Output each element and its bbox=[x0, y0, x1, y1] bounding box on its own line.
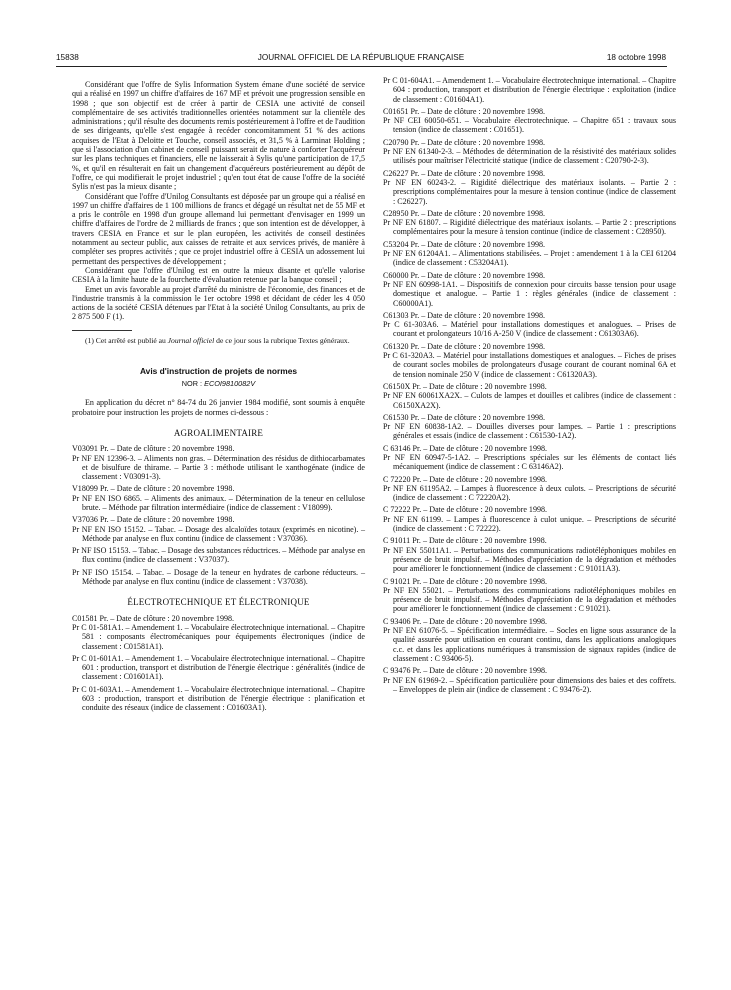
norm-entry bbox=[72, 685, 365, 713]
norm-description: Pr NF EN 61195A2. – Lampes à fluorescence à deux culots. – Prescriptions de sécurité (indice de classement : C 72220A2). bbox=[383, 483, 676, 503]
closing-date: C61530 Pr. – Date de clôture : 20 novembre 1998. bbox=[383, 412, 546, 422]
footnote-text-end: de ce jour sous la rubrique Textes généraux. bbox=[214, 335, 350, 345]
norm-entry bbox=[383, 444, 676, 472]
section-heading-elec: ÉLECTROTECHNIQUE ET ÉLECTRONIQUE bbox=[127, 597, 310, 608]
norm-entry bbox=[383, 666, 676, 694]
norm-entry bbox=[383, 311, 676, 339]
norm-entry bbox=[383, 475, 676, 503]
agro-entries bbox=[72, 444, 365, 586]
norm-description: Pr C 01-604A1. – Amendement 1. – Vocabulaire électrotechnique international. – Chapitre 604 : production, transport et distribution de l'énergie électrique : exploitation (indice de classement : C01604A1). bbox=[383, 76, 676, 104]
nor-label: NOR : bbox=[181, 379, 205, 389]
paragraph-unilog-bid: Considérant que l'offre d'Unilog est en outre la mieux disante et qu'elle valorise CESIA à la limite haute de la fourchette d'évaluation retenue par la banque conseil ; bbox=[72, 265, 365, 285]
norm-description: Pr NF EN ISO 15152. – Tabac. – Dosage des alcaloïdes totaux (exprimés en nicotine). – Méthode par analyse en flux continu (indice de classement : V37036). bbox=[72, 524, 365, 543]
nor-code: ECOI9810082V bbox=[204, 379, 256, 389]
closing-date: V37036 Pr. – Date de clôture : 20 novembre 1998. bbox=[72, 515, 235, 525]
norm-description: Pr NF EN 61076-5. – Spécification intermédiaire. – Socles en ligne sous assurance de la qualité assurée pour utilisation en courant continu, dans les applications analogiques c.c. et dans les applications numériques à transmission de signaux rapides (indice de classement : C 93406-5). bbox=[383, 626, 676, 663]
norm-entry bbox=[72, 568, 365, 587]
norm-entry bbox=[383, 577, 676, 614]
page-number: 15838 bbox=[56, 53, 79, 62]
notice-intro: En application du décret n° 84-74 du 26 janvier 1984 modifié, sont soumis à enquête probatoire pour instruction les projets de normes ci-dessous : bbox=[72, 398, 365, 417]
closing-date: C 93406 Pr. – Date de clôture : 20 novembre 1998. bbox=[383, 616, 548, 626]
issue-date: 18 octobre 1998 bbox=[606, 53, 666, 62]
closing-date: C61320 Pr. – Date de clôture : 20 novembre 1998. bbox=[383, 341, 546, 351]
norm-description: Pr C 01-601A1. – Amendement 1. – Vocabulaire électrotechnique international. – Chapitre 601 : production, transport et distribution de l'énergie électrique : généralités (indice de classement : C01601A1). bbox=[72, 653, 365, 682]
closing-date: C60000 Pr. – Date de clôture : 20 novembre 1998. bbox=[383, 270, 546, 280]
closing-date: C26227 Pr. – Date de clôture : 20 novembre 1998. bbox=[383, 168, 546, 178]
closing-date: C 91011 Pr. – Date de clôture : 20 novembre 1998. bbox=[383, 536, 547, 546]
norm-entry bbox=[383, 240, 676, 268]
journal-title: JOURNAL OFFICIEL DE LA RÉPUBLIQUE FRANÇAISE bbox=[257, 53, 465, 62]
norm-entry bbox=[383, 138, 676, 166]
closing-date: V03091 Pr. – Date de clôture : 20 novembre 1998. bbox=[72, 444, 235, 454]
footnote-rule bbox=[72, 330, 132, 331]
closing-date: C 72222 Pr. – Date de clôture : 20 novembre 1998. bbox=[383, 505, 548, 515]
norm-description: Pr C 61-303A6. – Matériel pour installations domestiques et analogues. – Prises de courant et prolongateurs 10/16 A-250 V (indice de classement : C61303A6). bbox=[383, 320, 676, 339]
norm-entry bbox=[383, 169, 676, 206]
notice-title: Avis d'instruction de projets de normes bbox=[139, 365, 298, 376]
norm-entry bbox=[383, 76, 676, 104]
norm-entry bbox=[72, 654, 365, 682]
nor-reference bbox=[72, 379, 365, 388]
closing-date: C 91021 Pr. – Date de clôture : 20 novembre 1998. bbox=[383, 576, 548, 586]
paragraph-unilog: Considérant que l'offre d'Unilog Consultants est déposée par un groupe qui a réalisé en 1997 un chiffre d'affaires de 1 100 millions de francs et dégagé un résultat net de 55 MF et a pris le contrôle en 1998 d'un groupe allemand lui permettant d'envisager en 1999 un chiffre d'affaires de l'ordre de 2 milliards de francs ; que son intention est de développer, à travers CESIA en France et sur le plan européen, les activités de conseil destinées notamment au secteur public, aux caisses de retraite et aux services privés, de manière à compléter ses propres activités ; que ce projet industriel offre à CESIA un adossement lui permettant des perspectives de développement ; bbox=[72, 191, 365, 266]
norm-description: Pr C 01-581A1. – Amendement 1. – Vocabulaire électrotechnique international. – Chapitre 581 : composants électromécaniques pour équipements électroniques (indice de classement : C01581A1). bbox=[72, 622, 365, 651]
closing-date: C 63146 Pr. – Date de clôture : 20 novembre 1998. bbox=[383, 443, 548, 453]
norm-description: Pr NF EN 61340-2-3. – Méthodes de détermination de la résistivité des matériaux solides utilisés pour maîtriser l'électricité statique (indice de classement : C20790-2-3). bbox=[383, 147, 676, 166]
norm-entry bbox=[383, 413, 676, 441]
closing-date: C61303 Pr. – Date de clôture : 20 novembre 1998. bbox=[383, 310, 546, 320]
norm-description: Pr NF EN 55021. – Perturbations des communications radiotéléphoniques mobiles en présence de bruit impulsif. – Méthodes d'appréciation de la dégradation et méthodes pour améliorer le fonctionnement (indice de classement : C 91021). bbox=[383, 585, 676, 614]
norm-entry bbox=[383, 342, 676, 379]
closing-date: C01651 Pr. – Date de clôture : 20 novembre 1998. bbox=[383, 106, 546, 116]
norm-entry bbox=[72, 444, 365, 481]
closing-date: C 93476 Pr. – Date de clôture : 20 novembre 1998. bbox=[383, 666, 548, 676]
paragraph-decision: Emet un avis favorable au projet d'arrêté du ministre de l'économie, des finances et de l'industrie transmis à la commission le 1er octobre 1998 et décidant de céder les 4 050 actions de la société CESIA détenues par l'Etat à la société Unilog Consultants, au prix de 2 875 500 F (1). bbox=[72, 284, 365, 322]
norm-description: Pr NF EN ISO 6865. – Aliments des animaux. – Détermination de la teneur en cellulose brute. – Méthode par filtration intermédiaire (indice de classement : V18099). bbox=[72, 493, 365, 512]
norm-description: Pr NF EN 61204A1. – Alimentations stabilisées. – Projet : amendement 1 à la CEI 61204 (indice de classement : C53204A1). bbox=[383, 249, 676, 268]
norm-entry bbox=[383, 505, 676, 533]
footnote bbox=[72, 336, 365, 345]
norm-entry bbox=[383, 107, 676, 135]
norm-entry bbox=[383, 271, 676, 308]
norm-entry bbox=[72, 484, 365, 512]
norm-entry bbox=[72, 546, 365, 565]
norm-description: Pr NF EN 60243-2. – Rigidité diélectrique des matériaux isolants. – Partie 2 : prescriptions complémentaires pour la mesure à tension continue (indice de classement : C26227). bbox=[383, 177, 676, 206]
norm-description: Pr NF CEI 60050-651. – Vocabulaire électrotechnique. – Chapitre 651 : travaux sous tension (indice de classement : C01651). bbox=[383, 116, 676, 135]
norm-entry bbox=[383, 617, 676, 663]
norm-description: Pr NF EN 61969-2. – Spécification particulière pour dimensions des baies et des coffrets. – Enveloppes de plein air (indice de classement : C 93476-2). bbox=[383, 675, 676, 694]
norm-description: Pr NF EN 60061XA2X. – Culots de lampes et douilles et calibres (indice de classement : C6150XA2X). bbox=[383, 391, 676, 410]
header-rule bbox=[56, 66, 667, 67]
norm-entry bbox=[383, 382, 676, 410]
closing-date: C01581 Pr. – Date de clôture : 20 novembre 1998. bbox=[72, 613, 235, 623]
norm-description: Pr NF EN 60947-5-1A2. – Prescriptions spéciales sur les éléments de contact liés mécaniquement (indice de classement : C 63146A2). bbox=[383, 452, 676, 472]
footnote-text: (1) Cet arrêté est publié au bbox=[85, 335, 168, 345]
right-column bbox=[383, 76, 676, 697]
closing-date: C20790 Pr. – Date de clôture : 20 novembre 1998. bbox=[383, 137, 546, 147]
left-column bbox=[72, 80, 365, 716]
norm-description: Pr NF EN 61807. – Rigidité diélectrique des matériaux isolants. – Partie 2 : prescriptions complémentaires pour la mesure à tension continue (indice de classement : C28950). bbox=[383, 218, 676, 237]
norm-description: Pr NF EN 55011A1. – Perturbations des communications radiotéléphoniques mobiles en présence de bruit impulsif. – Méthodes d'appréciation de la dégradation et méthodes pour améliorer le fonctionnement (indice de classement : C 91011A3). bbox=[383, 545, 676, 574]
elec-entries-right bbox=[383, 76, 676, 694]
norm-entry bbox=[72, 614, 365, 651]
norm-entry bbox=[383, 536, 676, 573]
paragraph-sylis: Considérant que l'offre de Sylis Information System émane d'une société de service qui a réalisé en 1997 un chiffre d'affaires de 167 MF et prévoit une progression sensible en 1998 ; que son objectif est de créer à partir de CESIA une activité de conseil complémentaire de ses activités traditionnelles orientées notamment sur la clientèle des administrations ; qu'il résulte des documents remis postérieurement à l'offre et de l'audition de ses dirigeants, qu'elle s'est engagée à recéder concomitamment 51 % des actions acquises de l'Etat à Deloitte et Touche, conseil associés, et 31,5 % à Larminat Holding ; que si l'association d'un cabinet de conseil puissant serait de nature à conforter l'acquéreur sur les plans techniques et financiers, elle ne laisserait à Sylis qu'une participation de 17,5 %, et qu'il en résulterait en fait un changement d'acquéreurs postérieurement au dépôt de l'offre, ce qui modifierait le projet industriel ; qu'en tout état de cause l'offre de la société Sylis n'est pas la mieux disante ; bbox=[72, 80, 365, 192]
norm-description: Pr NF EN 61199. – Lampes à fluorescence à culot unique. – Prescriptions de sécurité (indice de classement : C 72222). bbox=[383, 514, 676, 534]
norm-description: Pr C 01-603A1. – Amendement 1. – Vocabulaire électrotechnique international. – Chapitre 603 : production, transport et distribution de l'énergie électrique : planification et conduite des réseaux (indice de classement : C01603A1). bbox=[72, 684, 365, 713]
elec-entries-left bbox=[72, 614, 365, 713]
norm-description: Pr C 61-320A3. – Matériel pour installations domestiques et analogues. – Fiches de prises de courant socles mobiles de prolongateurs d'usage courant de courant nominal 6A et de tension nominale 250 V (indice de classement : C61320A3). bbox=[383, 351, 676, 379]
norm-description: Pr NF ISO 15153. – Tabac. – Dosage des substances réductrices. – Méthode par analyse en flux continu (indice de classement : V37037). bbox=[72, 546, 365, 565]
norm-description: Pr NF EN 60998-1A1. – Dispositifs de connexion pour circuits basse tension pour usage domestique et analogue. – Partie 1 : règles générales (indice de classement : C60000A1). bbox=[383, 279, 676, 308]
norm-description: Pr NF EN 60838-1A2. – Douilles diverses pour lampes. – Partie 1 : prescriptions générales et essais (indice de classement : C61530-1A2). bbox=[383, 422, 676, 441]
norm-description: Pr NF EN 12396-3. – Aliments non gras. – Détermination des résidus de dithiocarbamates et de bisulfure de thirame. – Partie 3 : méthode utilisant le xanthogénate (indice de classement : V03091-3). bbox=[72, 453, 365, 482]
footnote-journal: Journal officiel bbox=[167, 335, 215, 345]
section-heading-agro: AGROALIMENTAIRE bbox=[173, 427, 264, 438]
closing-date: C6150X Pr. – Date de clôture : 20 novembre 1998. bbox=[383, 381, 547, 391]
norm-description: Pr NF ISO 15154. – Tabac. – Dosage de la teneur en hydrates de carbone réducteurs. – Méthode par analyse en flux continu (indice de classement : V37038). bbox=[72, 567, 365, 587]
closing-date: C28950 Pr. – Date de clôture : 20 novembre 1998. bbox=[383, 208, 546, 218]
norm-entry bbox=[383, 209, 676, 237]
norm-entry bbox=[72, 515, 365, 543]
closing-date: V18099 Pr. – Date de clôture : 20 novembre 1998. bbox=[72, 484, 235, 494]
closing-date: C53204 Pr. – Date de clôture : 20 novembre 1998. bbox=[383, 239, 546, 249]
closing-date: C 72220 Pr. – Date de clôture : 20 novembre 1998. bbox=[383, 474, 548, 484]
